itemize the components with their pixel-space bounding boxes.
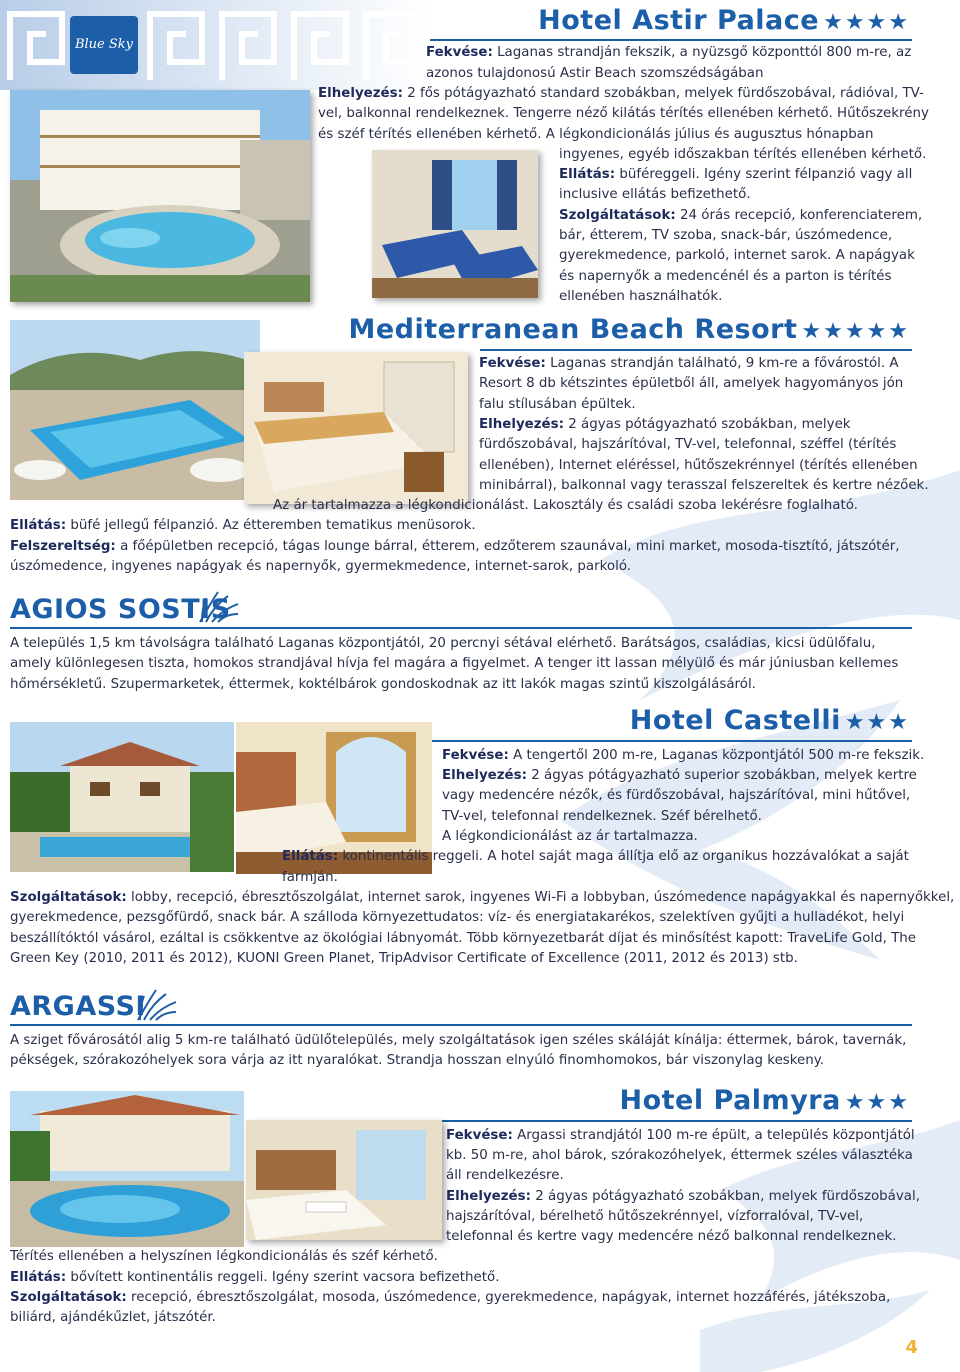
mediterranean-stars: ★★★★★ xyxy=(801,319,910,344)
astir-title: Hotel Astir Palace ★★★★ xyxy=(538,5,910,36)
mediterranean-fekves: Fekvése: Laganas strandján található, 9 km-re a fővárostól. A xyxy=(479,356,899,371)
argassi-para-line1: A sziget fővárosától alig 5 km-re található üdülőtelepülés, mely szolgáltatások igen széles skáláját kínálja: éttermek, bárok, tavernák, xyxy=(10,1033,907,1048)
mediterranean-room-photo xyxy=(244,352,468,504)
mediterranean-pool-photo xyxy=(10,320,260,500)
mediterranean-felszereltseg: Felszereltség: a főépületben recepció, tágas lounge bárral, étterem, edzőterem szaunával, mini market, mosoda-tisztító, játszótér, xyxy=(10,539,900,554)
castelli-title-rule xyxy=(430,740,912,742)
agios-sostis-para-line3: hőmérsékletű. Szupermarketek, éttermek, koktélbárok gondoskodnak az itt lakók magas szintű kiszolgálásáról. xyxy=(10,677,756,692)
castelli-elh-line3: TV-vel, telefonnal rendelkeznek. Széf bérelhető. xyxy=(442,809,762,824)
astir-room-photo xyxy=(372,150,538,298)
astir-ellatas: Ellátás: büféreggeli. Igény szerint félpanzió vagy all xyxy=(559,167,913,182)
agios-sostis-para-line2: amely különlegesen tiszta, homokos strandjával hívja fel magára a figyelmet. A tenger itt lassan mélyülő és már júniusban kellemes xyxy=(10,656,899,671)
palmyra-elh-line3: telefonnal és kertre vagy medencére néző balkonnal rendelkeznek. xyxy=(446,1229,897,1244)
astir-szolg-line3: gyerekmedence, parkoló, internet sarok. A napágyak xyxy=(559,248,915,263)
astir-szolg-line5: ellenében használhatók. xyxy=(559,289,723,304)
astir-szolg-line4: és napernyők a medencénél és a parton is térítés xyxy=(559,269,892,284)
mediterranean-felsz-line2: úszómedence, ingyenes napágyak és napernyők, gyermekmedence, internet-sarok, parkoló. xyxy=(10,559,632,574)
argassi-rule xyxy=(10,1024,912,1026)
mediterranean-elhelyezes: Elhelyezés: 2 ágyas pótágyazható szobákban, melyek xyxy=(479,417,851,432)
castelli-fekves: Fekvése: A tengertől 200 m-re, Laganas központjától 500 m-re fekszik. xyxy=(442,748,925,763)
palmyra-ellatas: Ellátás: bővített kontinentális reggeli. Igény szerint vacsora befizethető. xyxy=(10,1270,500,1285)
agios-sostis-title: AGIOS SOSTIS xyxy=(10,594,231,625)
astir-elhelyezes: Elhelyezés: 2 fős pótágyazható standard szobákban, melyek fürdőszobával, rádióval, TV- xyxy=(318,86,924,101)
mediterranean-elh-line3: ellenében), Internet eléréssel, hűtőszekrénnyel (térítés ellenében xyxy=(479,458,918,473)
astir-szolgaltatasok: Szolgáltatások: 24 órás recepció, konferenciaterem, xyxy=(559,208,923,223)
castelli-title: Hotel Castelli ★★★ xyxy=(629,705,910,736)
argassi-para-line2: pékségek, szórakozóhelyek sora várja az itt nyaralókat. Strandja hosszan elnyúló finomhomokos, bár viszonylag keskeny. xyxy=(10,1053,825,1068)
palmyra-room-photo xyxy=(246,1120,442,1240)
castelli-elh-line2: vagy medencére nézők, és fürdőszobával, hajszárítóval, mini hűtővel, xyxy=(442,788,911,803)
page-number: 4 xyxy=(905,1337,918,1358)
agios-sostis-para-line1: A település 1,5 km távolságra található Laganas központjától, 20 percnyi sétával elérhető. Barátságos, családias, kicsi üdülőfalu, xyxy=(10,636,876,651)
astir-ellatas-line2: inclusive ellátás befizethető. xyxy=(559,187,751,202)
castelli-stars: ★★★ xyxy=(844,710,910,735)
castelli-ellatas: Ellátás: kontinentális reggeli. A hotel saját maga állítja elő az organikus hozzávalókat a saját xyxy=(282,849,909,864)
palmyra-pool-photo xyxy=(10,1091,244,1247)
astir-title-rule xyxy=(430,39,912,41)
castelli-elh-line4: A légkondicionálást az ár tartalmazza. xyxy=(442,829,698,844)
palmyra-szolg-line2: biliárd, ajándékűzlet, játszótér. xyxy=(10,1310,216,1325)
palmyra-fekves-line2: kb. 50 m-re, ahol bárok, szórakozóhelyek, éttermek széles választéka xyxy=(446,1148,913,1163)
greek-key-pattern xyxy=(0,0,430,90)
astir-elh-line4: ingyenes, egyéb időszakban térítés ellenében kérhető. xyxy=(559,147,927,162)
agios-sostis-rule xyxy=(10,627,912,629)
palmyra-szolgaltatasok: Szolgáltatások: recepció, ébresztőszolgálat, mosoda, úszómedence, gyerekmedence, napágyak, internet hozzáférés, játékszoba, xyxy=(10,1290,891,1305)
palmyra-stars: ★★★ xyxy=(844,1090,910,1115)
mediterranean-elh-line4: minibárral), balkonnal vagy terasszal felszereltek és kertre nézőek. xyxy=(479,478,929,493)
castelli-szolgaltatasok: Szolgáltatások: lobby, recepció, ébresztőszolgálat, internet sarok, ingyenes Wi-Fi a lobbyban, úszómedence napágyakkal és napernyőkkel, xyxy=(10,890,955,905)
palmyra-elh-line4: Térítés ellenében a helyszínen légkondicionálás és széf kérhető. xyxy=(10,1249,438,1264)
mediterranean-fekves-line3: falu stílusában épültek. xyxy=(479,397,636,412)
astir-elh-line3: és széf térítés ellenében kérhető. A légkondicionálás július és augusztus hónapban xyxy=(318,127,874,142)
castelli-ellatas-line2: farmján. xyxy=(282,870,338,885)
header-banner xyxy=(0,0,430,90)
castelli-szolg-line3: beszállítóktól vásárol, ezáltal is csökkentve az ökológiai lábnyomát. Több környezetbarát díjat és minősítést kapott: TraveLife Gold, The xyxy=(10,931,917,946)
palm-leaf-icon xyxy=(196,590,240,624)
mediterranean-fekves-line2: Resort 8 db kétszintes épületből áll, amelyek hagyományos jón xyxy=(479,376,904,391)
mediterranean-elh-line5: Az ár tartalmazza a légkondicionálást. Lakosztály és családi szoba lekérésre foglalható. xyxy=(273,498,858,513)
astir-fekves: Fekvése: Laganas strandján fekszik, a nyüzsgő központtól 800 m-re, az xyxy=(426,45,912,60)
astir-hotel-photo xyxy=(10,90,310,302)
palmyra-fekves-line3: áll rendelkezésre. xyxy=(446,1168,564,1183)
blue-sky-logo xyxy=(70,16,138,74)
astir-elh-line2: vel, balkonnal rendelkeznek. Tengerre néző kilátás térítés ellenében kérhető. Hűtőszekrény xyxy=(318,106,929,121)
castelli-szolg-line2: gyerekmedence, pezsgőfürdő, snack bár. A szálloda környezettudatos: víz- és energiatakarékos, szelektíven gyűjti a hulladékot, helyi xyxy=(10,910,905,925)
argassi-title: ARGASSI xyxy=(10,991,146,1022)
mediterranean-title-rule xyxy=(480,349,912,351)
castelli-szolg-line4: Green Key (2010, 2011 és 2012), KUONI Green Planet, TripAdvisor Certificate of Excellence (2011, 2012 és 2013) stb. xyxy=(10,951,798,966)
mediterranean-title: Mediterranean Beach Resort ★★★★★ xyxy=(348,314,910,345)
palm-leaf-icon xyxy=(134,988,178,1022)
palmyra-elh-line2: hajszárítóval, bérelhető hűtőszekrénnyel, vízforralóval, TV-vel, xyxy=(446,1209,864,1224)
palmyra-title-rule xyxy=(430,1120,912,1122)
palmyra-elhelyezes: Elhelyezés: 2 ágyas pótágyazható szobákban, melyek fürdőszobával, xyxy=(446,1189,920,1204)
mediterranean-elh-line2: fürdőszobával, hajszárítóval, TV-vel, telefonnal, széffel (térítés xyxy=(479,437,897,452)
castelli-elhelyezes: Elhelyezés: 2 ágyas pótágyazható superior szobákban, melyek kertre xyxy=(442,768,917,783)
palmyra-title: Hotel Palmyra ★★★ xyxy=(619,1085,910,1116)
astir-szolg-line2: bár, étterem, TV szoba, snack-bár, úszómedence, xyxy=(559,228,893,243)
mediterranean-ellatas: Ellátás: büfé jellegű félpanzió. Az étteremben tematikus menüsorok. xyxy=(10,518,476,533)
astir-fekves-line2: azonos tulajdonosú Astir Beach szomszédságában xyxy=(426,66,764,81)
logo-text: Blue Sky xyxy=(74,37,134,52)
astir-stars: ★★★★ xyxy=(823,10,910,35)
castelli-exterior-photo xyxy=(10,722,234,872)
palmyra-fekves: Fekvése: Argassi strandjától 100 m-re épült, a település központjától xyxy=(446,1128,915,1143)
